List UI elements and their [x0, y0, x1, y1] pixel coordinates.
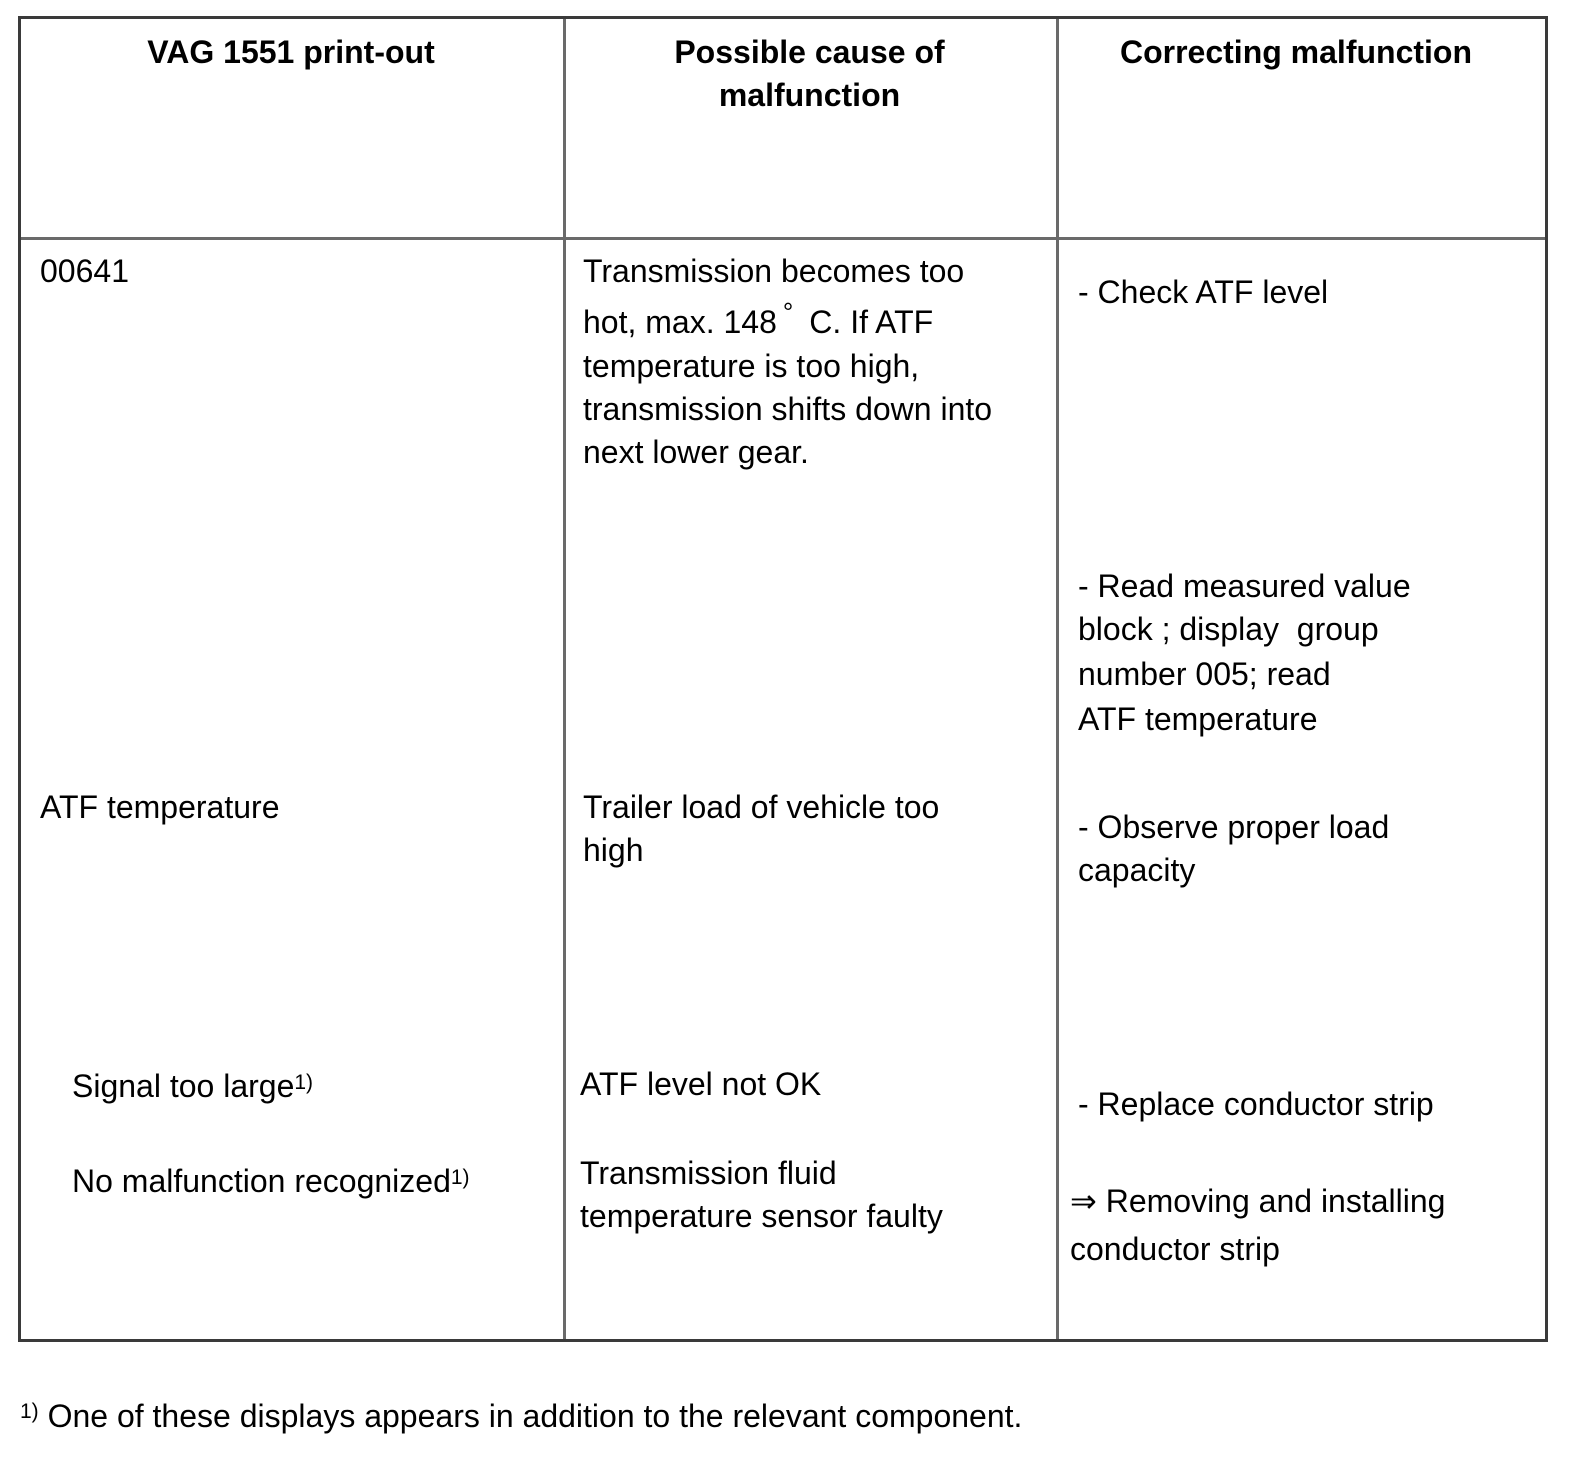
fix-read-value-block-line3: number 005; read — [1078, 656, 1331, 692]
cause-overheating-line1: Transmission becomes too — [583, 253, 965, 289]
cause-overheating-line2b: C. If ATF — [809, 304, 934, 340]
cause-overheating-line4: transmission shifts down into — [583, 391, 993, 427]
footnote-mark: 1) — [450, 1166, 470, 1189]
header-correcting: Correcting malfunction — [1119, 34, 1472, 70]
fault-code: 00641 — [40, 253, 129, 289]
degree-symbol: ° — [782, 297, 794, 327]
column-divider-1 — [563, 19, 566, 1339]
cause-sensor-faulty-line1: Transmission fluid — [580, 1155, 837, 1191]
footnote-mark: 1) — [294, 1071, 314, 1094]
component-name: ATF temperature — [40, 789, 280, 825]
cause-trailer-load-line1: Trailer load of vehicle too — [583, 789, 940, 825]
link-removing-installing-line1[interactable]: ⇒ Removing and installing — [1070, 1183, 1446, 1219]
cause-overheating-line5: next lower gear. — [583, 434, 809, 470]
cause-trailer-load-line2: high — [583, 832, 644, 868]
column-divider-2 — [1056, 19, 1059, 1339]
cause-atf-level: ATF level not OK — [580, 1066, 822, 1102]
cause-overheating-line3: temperature is too high, — [583, 348, 920, 384]
fix-check-atf-level: - Check ATF level — [1078, 274, 1329, 310]
fix-read-value-block-line2: block ; display group — [1078, 611, 1379, 647]
footnote-text: One of these displays appears in addition to the relevant component. — [38, 1398, 1023, 1434]
fix-observe-load-line2: capacity — [1078, 852, 1196, 888]
fix-read-value-block-line4: ATF temperature — [1078, 701, 1318, 737]
cause-overheating-line2 — [583, 297, 934, 346]
signal-too-large — [72, 1065, 313, 1108]
footnote — [20, 1396, 1022, 1436]
header-possible-cause — [563, 31, 1056, 117]
fix-replace-conductor-strip: - Replace conductor strip — [1078, 1086, 1434, 1122]
header-divider — [21, 237, 1545, 240]
no-malfunction-text: No malfunction recognized — [72, 1163, 451, 1199]
cause-overheating-line2a: hot, max. 148 — [583, 304, 777, 340]
signal-too-large-text: Signal too large — [72, 1068, 295, 1104]
fix-read-value-block-line1: - Read measured value — [1078, 568, 1411, 604]
header-possible-cause-line1: Possible cause of — [674, 34, 945, 70]
link-removing-installing-line2[interactable]: conductor strip — [1070, 1231, 1280, 1267]
fix-observe-load-line1: - Observe proper load — [1078, 809, 1390, 845]
footnote-marker: 1) — [20, 1400, 39, 1423]
cause-sensor-faulty-line2: temperature sensor faulty — [580, 1198, 943, 1234]
no-malfunction-recognized — [72, 1160, 470, 1203]
header-possible-cause-line2: malfunction — [718, 77, 901, 113]
header-vag-printout: VAG 1551 print-out — [147, 34, 435, 70]
